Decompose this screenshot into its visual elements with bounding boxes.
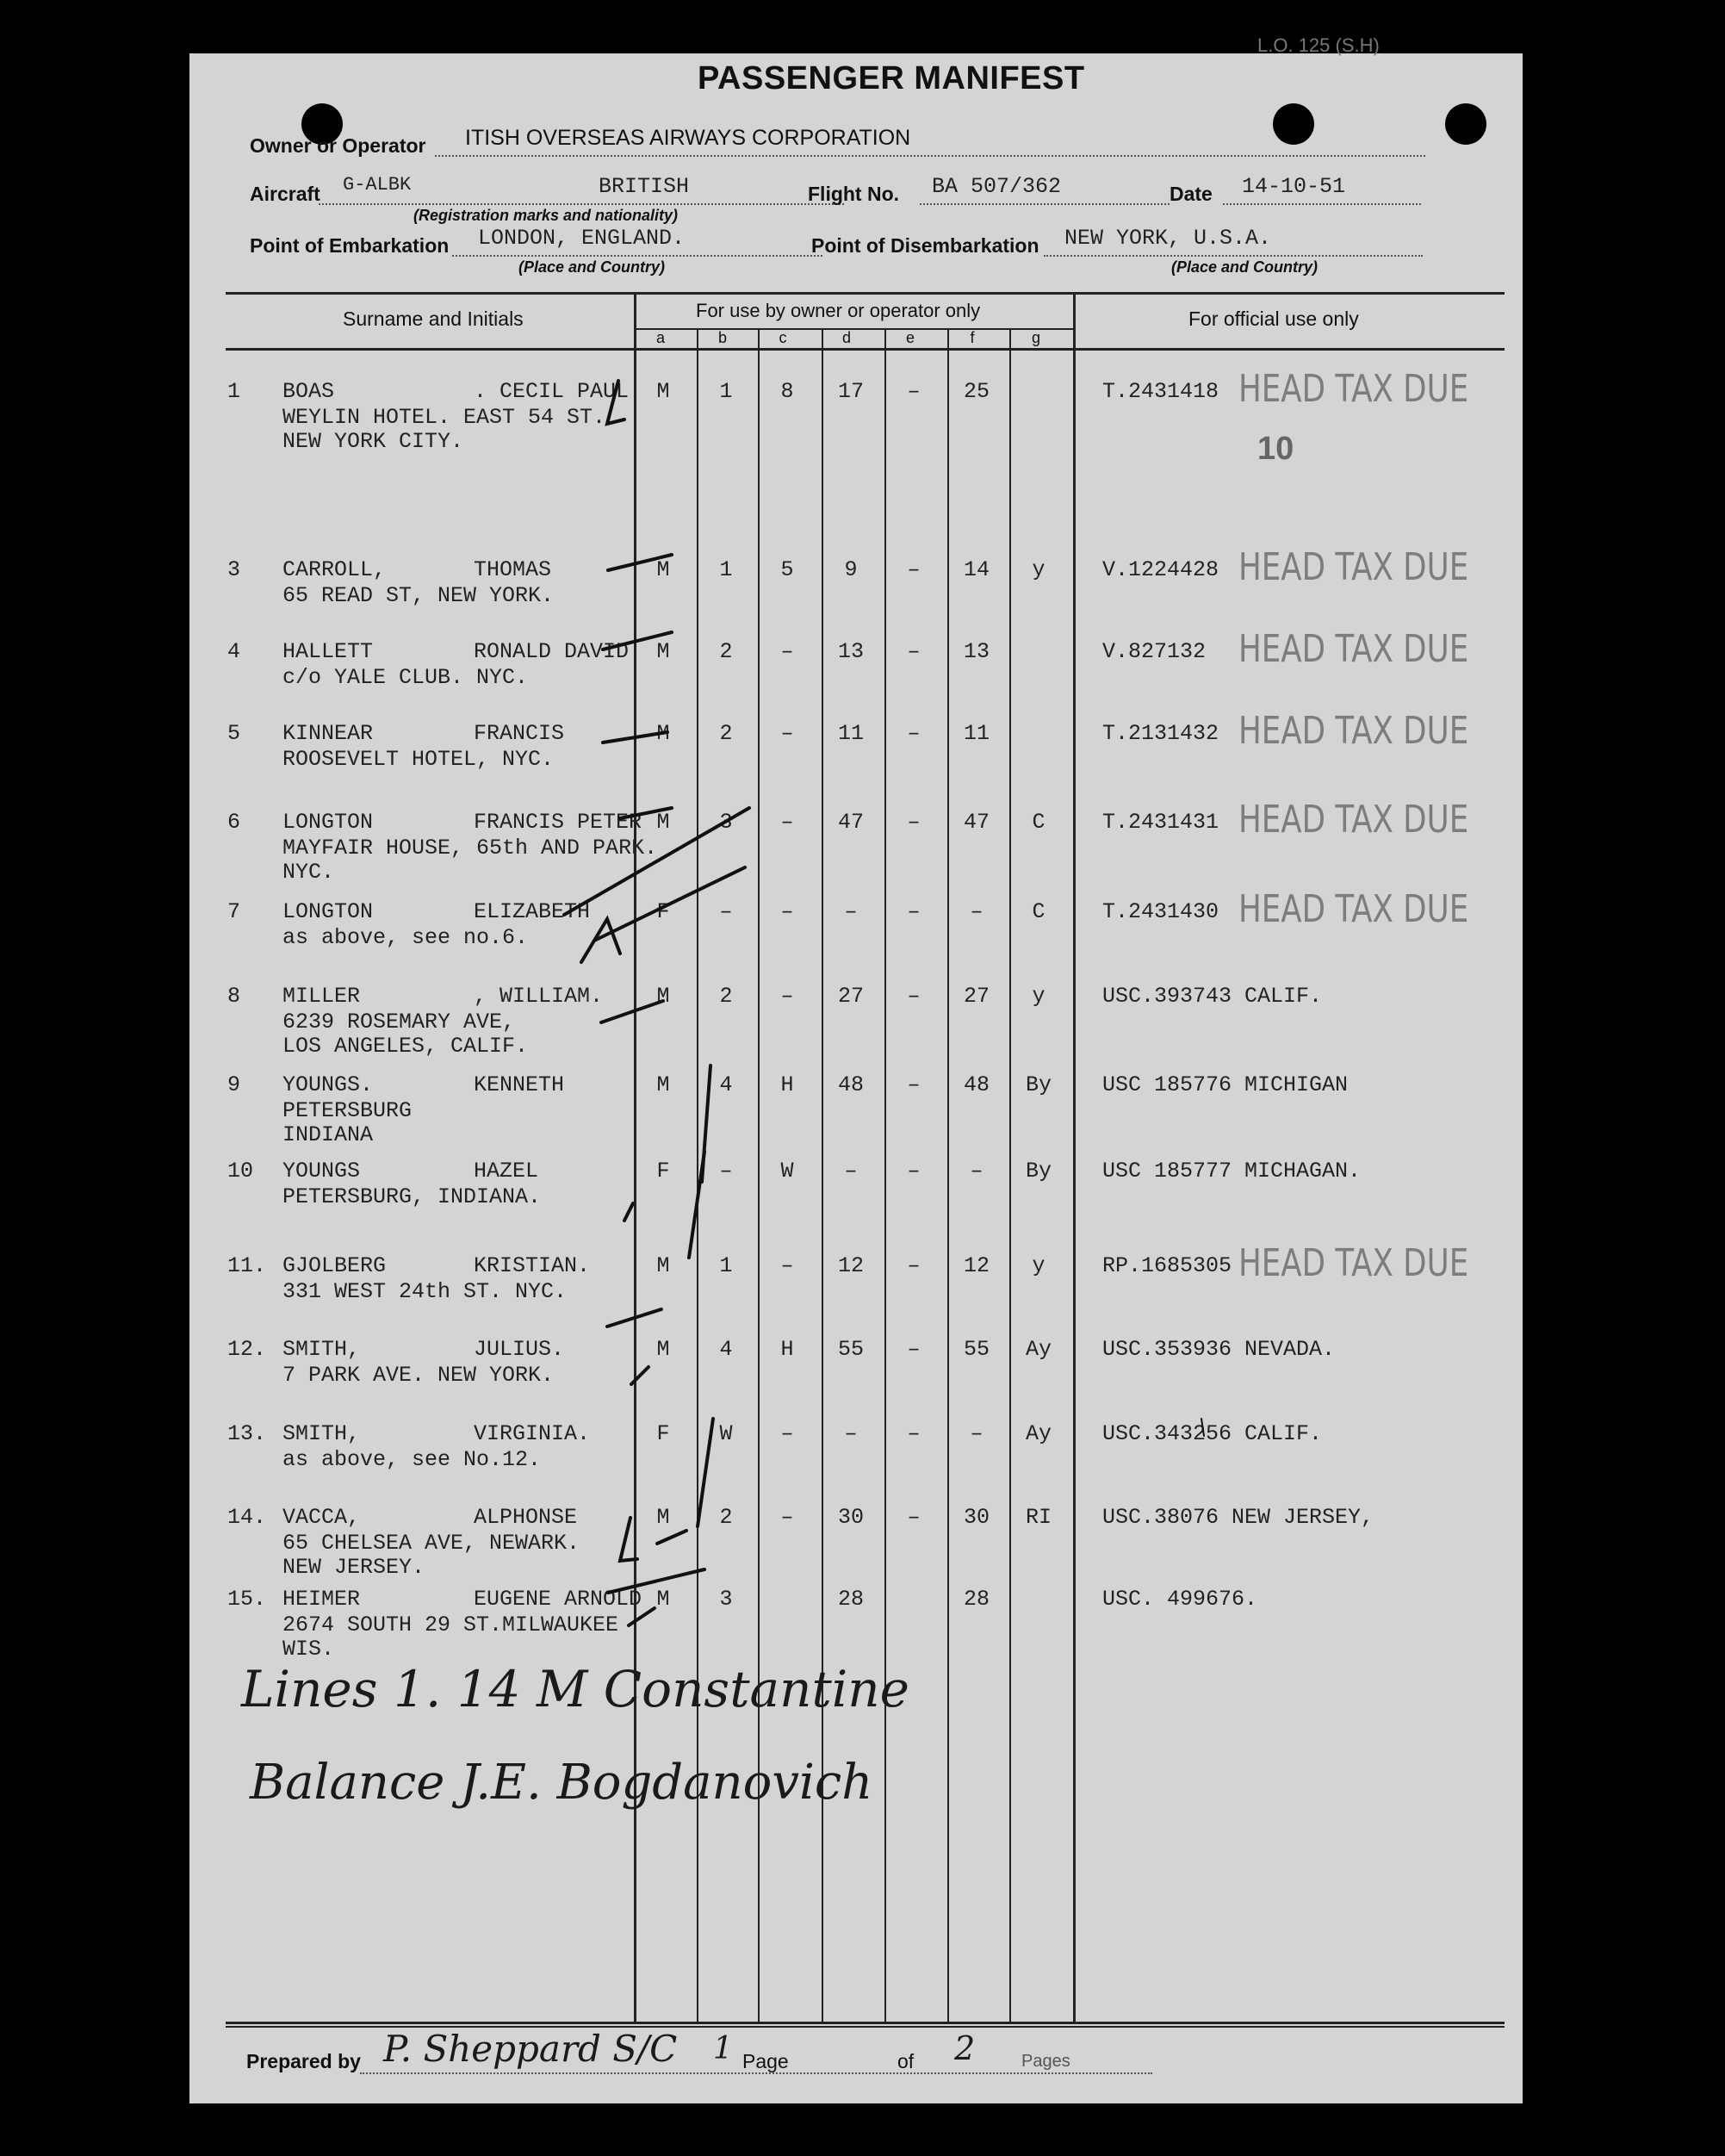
stamp-number: 10 (1257, 431, 1294, 467)
column-divider (1073, 292, 1076, 2022)
cell-c: – (780, 984, 794, 1009)
passenger-given-name: ELIZABETH (474, 899, 591, 924)
passenger-surname: HALLETT (282, 639, 374, 664)
cell-e: – (907, 984, 921, 1009)
passenger-address: NEW JERSEY. (282, 1555, 425, 1580)
table-header-border (226, 348, 1505, 351)
cell-c: – (780, 1253, 794, 1278)
passenger-given-name: JULIUS. (474, 1337, 565, 1362)
official-number: V.1224428 (1102, 557, 1219, 582)
passenger-number: 12. (227, 1337, 267, 1362)
passenger-number: 7 (227, 899, 241, 924)
cell-g: C (1032, 899, 1046, 924)
table-bottom-border (226, 2022, 1505, 2024)
cell-b: 2 (719, 721, 733, 746)
cell-e: – (907, 1072, 921, 1097)
passenger-address: 331 WEST 24th ST. NYC. (282, 1279, 568, 1304)
cell-a: M (656, 1337, 670, 1362)
passenger-address: INDIANA (282, 1122, 374, 1147)
cell-c: H (780, 1072, 794, 1097)
passenger-given-name: FRANCIS (474, 721, 565, 746)
cell-e: – (907, 379, 921, 404)
cell-a: M (656, 721, 670, 746)
official-number: USC 185776 MICHIGAN (1102, 1072, 1349, 1097)
cell-g: RI (1025, 1505, 1052, 1530)
passenger-surname: MILLER (282, 984, 361, 1009)
passenger-given-name: HAZEL (474, 1159, 539, 1184)
cell-g: C (1032, 810, 1046, 835)
cell-c: – (780, 639, 794, 664)
cell-f: 28 (963, 1587, 990, 1612)
column-letter: g (1031, 329, 1040, 346)
check-mark (624, 1203, 633, 1221)
cell-d: – (844, 899, 858, 924)
fill-line (435, 155, 1425, 157)
head-tax-stamp: HEAD TAX DUE (1238, 709, 1469, 753)
column-divider (884, 328, 886, 2022)
owner-value: ITISH OVERSEAS AIRWAYS CORPORATION (465, 126, 911, 150)
cell-b: – (719, 899, 733, 924)
passenger-address: 7 PARK AVE. NEW YORK. (282, 1363, 555, 1388)
cell-d: 48 (837, 1072, 864, 1097)
cell-d: 13 (837, 639, 864, 664)
cell-e: – (907, 639, 921, 664)
corner-note: L.O. 125 (S.H) (1257, 34, 1380, 56)
cell-b: 1 (719, 1253, 733, 1278)
cell-c: W (780, 1159, 794, 1184)
cell-a: M (656, 379, 670, 404)
column-letter: d (841, 329, 851, 346)
aircraft-label: Aircraft (250, 183, 320, 205)
cell-a: M (656, 984, 670, 1009)
cell-d: 12 (837, 1253, 864, 1278)
official-number: USC.393743 CALIF. (1102, 984, 1323, 1009)
cell-a: F (656, 1159, 670, 1184)
surname-column-header: Surname and Initials (343, 308, 524, 330)
cell-e: – (907, 810, 921, 835)
cell-f: 55 (963, 1337, 990, 1362)
cell-e: – (907, 1337, 921, 1362)
aircraft-registration: G-ALBK (343, 174, 412, 196)
cell-c: H (780, 1337, 794, 1362)
cell-c: 8 (780, 379, 794, 404)
punch-hole (1273, 103, 1314, 145)
cell-d: 9 (844, 557, 858, 582)
embarkation-label: Point of Embarkation (250, 234, 450, 257)
cell-a: M (656, 810, 670, 835)
cell-d: – (844, 1421, 858, 1446)
cell-e: – (907, 1159, 921, 1184)
cell-f: – (970, 899, 983, 924)
head-tax-stamp: HEAD TAX DUE (1238, 367, 1469, 411)
passenger-surname: LONGTON (282, 810, 374, 835)
passenger-surname: YOUNGS (282, 1159, 361, 1184)
cell-d: 27 (837, 984, 864, 1009)
official-number: T.2131432 (1102, 721, 1219, 746)
fill-line (1044, 255, 1423, 257)
passenger-number: 11. (227, 1253, 267, 1278)
cell-b: 4 (719, 1072, 733, 1097)
cell-a: M (656, 1587, 670, 1612)
passenger-surname: YOUNGS. (282, 1072, 374, 1097)
cell-f: 11 (963, 721, 990, 746)
page-title: PASSENGER MANIFEST (698, 60, 1085, 96)
passenger-surname: KINNEAR (282, 721, 374, 746)
cell-f: 14 (963, 557, 990, 582)
cell-b: 1 (719, 557, 733, 582)
head-tax-stamp: HEAD TAX DUE (1238, 545, 1469, 589)
prepared-by-label: Prepared by (246, 2050, 361, 2072)
passenger-address: ROOSEVELT HOTEL, NYC. (282, 747, 555, 772)
passenger-surname: SMITH, (282, 1421, 361, 1446)
passenger-given-name: , WILLIAM. (474, 984, 604, 1009)
cell-c: – (780, 1421, 794, 1446)
passenger-given-name: FRANCIS PETER (474, 810, 642, 835)
cell-d: 17 (837, 379, 864, 404)
official-number: T.2431418 (1102, 379, 1219, 404)
passenger-address: LOS ANGELES, CALIF. (282, 1034, 529, 1059)
passenger-given-name: THOMAS (474, 557, 552, 582)
cell-c: 5 (780, 557, 794, 582)
passenger-number: 5 (227, 721, 241, 746)
passenger-surname: CARROLL, (282, 557, 387, 582)
cell-g: y (1032, 1253, 1046, 1278)
cell-f: 27 (963, 984, 990, 1009)
cell-e: – (907, 899, 921, 924)
passenger-number: 15. (227, 1587, 267, 1612)
page-label: Page (742, 2050, 789, 2072)
cell-f: 13 (963, 639, 990, 664)
passenger-address: NEW YORK CITY. (282, 429, 464, 454)
cell-g: Ay (1025, 1421, 1052, 1446)
cell-b: 2 (719, 1505, 733, 1530)
passenger-surname: BOAS (282, 379, 335, 404)
passenger-given-name: RONALD DAVID (474, 639, 630, 664)
disembarkation-label: Point of Disembarkation (811, 234, 1039, 257)
aircraft-caption: (Registration marks and nationality) (413, 207, 679, 224)
cell-b: – (719, 1159, 733, 1184)
cell-f: 30 (963, 1505, 990, 1530)
disembarkation-caption: (Place and Country) (1171, 258, 1319, 276)
column-letter: e (905, 329, 915, 346)
official-number: USC 185777 MICHAGAN. (1102, 1159, 1362, 1184)
cell-a: F (656, 1421, 670, 1446)
passenger-address: 65 CHELSEA AVE, NEWARK. (282, 1531, 580, 1556)
passenger-number: 8 (227, 984, 241, 1009)
official-number: T.2431431 (1102, 810, 1219, 835)
cell-e: – (907, 1253, 921, 1278)
cell-d: 55 (837, 1337, 864, 1362)
column-letter: b (717, 329, 727, 346)
cell-b: 1 (719, 379, 733, 404)
cell-g: Ay (1025, 1337, 1052, 1362)
column-divider (947, 328, 949, 2022)
cell-b: 3 (719, 810, 733, 835)
head-tax-stamp: HEAD TAX DUE (1238, 1241, 1469, 1285)
passenger-address: as above, see no.6. (282, 925, 529, 950)
passenger-given-name: KENNETH (474, 1072, 565, 1097)
flight-number: BA 507/362 (932, 174, 1062, 199)
cell-c: – (780, 810, 794, 835)
cell-c: – (780, 1505, 794, 1530)
cell-f: 47 (963, 810, 990, 835)
embarkation-caption: (Place and Country) (518, 258, 666, 276)
passenger-number: 6 (227, 810, 241, 835)
cell-e: – (907, 1421, 921, 1446)
passenger-address: c/o YALE CLUB. NYC. (282, 665, 529, 690)
cell-d: 11 (837, 721, 864, 746)
cell-b: W (719, 1421, 733, 1446)
embarkation-value: LONDON, ENGLAND. (478, 226, 686, 251)
official-number: V.827132 (1102, 639, 1207, 664)
handwritten-note: Balance J.E. Bogdanovich (250, 1755, 873, 1811)
cell-g: By (1025, 1072, 1052, 1097)
cell-a: M (656, 1253, 670, 1278)
passenger-number: 3 (227, 557, 241, 582)
cell-a: F (656, 899, 670, 924)
cell-g: y (1032, 557, 1046, 582)
official-number: USC.343256 CALIF. (1102, 1421, 1323, 1446)
handwritten-note: Lines 1. 14 M Constantine (241, 1660, 909, 1718)
passenger-given-name: VIRGINIA. (474, 1421, 591, 1446)
cell-e: – (907, 721, 921, 746)
passenger-surname: LONGTON (282, 899, 374, 924)
flight-label: Flight No. (808, 183, 900, 205)
passenger-number: 10 (227, 1159, 254, 1184)
passenger-address: as above, see No.12. (282, 1447, 542, 1472)
column-letter: f (970, 329, 975, 346)
passenger-address: WEYLIN HOTEL. EAST 54 ST. (282, 405, 606, 430)
passenger-number: 13. (227, 1421, 267, 1446)
official-number: RP.1685305 (1102, 1253, 1232, 1278)
passenger-surname: SMITH, (282, 1337, 361, 1362)
cell-c: – (780, 721, 794, 746)
cell-f: 48 (963, 1072, 990, 1097)
cell-a: M (656, 639, 670, 664)
cell-b: 2 (719, 984, 733, 1009)
official-number: T.2431430 (1102, 899, 1219, 924)
passenger-address: NYC. (282, 860, 335, 885)
cell-e: – (907, 557, 921, 582)
manifest-document (189, 34, 1523, 2103)
head-tax-stamp: HEAD TAX DUE (1238, 798, 1469, 842)
passenger-given-name: . CECIL PAUL (474, 379, 630, 404)
cell-b: 4 (719, 1337, 733, 1362)
passenger-address: MAYFAIR HOUSE, 65th AND PARK. (282, 836, 658, 861)
cell-d: – (844, 1159, 858, 1184)
column-letter: c (779, 329, 787, 346)
cell-a: M (656, 1505, 670, 1530)
of-label: of (897, 2050, 915, 2072)
page-total: 2 (954, 2029, 976, 2067)
passenger-number: 9 (227, 1072, 241, 1097)
cell-e: – (907, 1505, 921, 1530)
passenger-number: 14. (227, 1505, 267, 1530)
cell-g: By (1025, 1159, 1052, 1184)
owner-use-header: For use by owner or operator only (696, 300, 981, 321)
passenger-address: 65 READ ST, NEW YORK. (282, 583, 555, 608)
cell-d: 47 (837, 810, 864, 835)
check-mark (657, 1531, 686, 1544)
passenger-given-name: ALPHONSE (474, 1505, 578, 1530)
cell-b: 3 (719, 1587, 733, 1612)
aircraft-nationality: BRITISH (599, 174, 690, 199)
passenger-address: PETERSBURG, INDIANA. (282, 1184, 542, 1209)
cell-f: – (970, 1159, 983, 1184)
passenger-given-name: EUGENE ARNOLD (474, 1587, 642, 1612)
official-number: USC. 499676. (1102, 1587, 1258, 1612)
cell-c: – (780, 899, 794, 924)
fill-line (1223, 203, 1421, 205)
cell-f: 25 (963, 379, 990, 404)
punch-hole (1445, 103, 1486, 145)
table-top-border (226, 292, 1505, 295)
passenger-address: WIS. (282, 1637, 335, 1662)
owner-label: Owner or Operator (250, 134, 426, 157)
column-divider (1009, 328, 1011, 2022)
fill-line (319, 203, 844, 205)
cell-f: 12 (963, 1253, 990, 1278)
check-mark (581, 919, 620, 962)
passenger-number: 1 (227, 379, 241, 404)
passenger-number: 4 (227, 639, 241, 664)
disembarkation-value: NEW YORK, U.S.A. (1064, 226, 1272, 251)
cell-a: M (656, 1072, 670, 1097)
fill-line (452, 255, 822, 257)
page-number: 1 (713, 2031, 733, 2066)
date-label: Date (1170, 183, 1213, 205)
passenger-surname: GJOLBERG (282, 1253, 387, 1278)
official-number: USC.353936 NEVADA. (1102, 1337, 1336, 1362)
passenger-address: PETERSBURG (282, 1098, 413, 1123)
passenger-given-name: KRISTIAN. (474, 1253, 591, 1278)
cell-b: 2 (719, 639, 733, 664)
passenger-address: 2674 SOUTH 29 ST.MILWAUKEE (282, 1612, 619, 1637)
fill-line (920, 203, 1170, 205)
pages-label: Pages (1021, 2052, 1070, 2071)
cell-f: – (970, 1421, 983, 1446)
passenger-surname: VACCA, (282, 1505, 361, 1530)
prepared-by-value: P. Sheppard S/C (383, 2028, 678, 2070)
official-use-header: For official use only (1188, 308, 1359, 330)
cell-g: y (1032, 984, 1046, 1009)
head-tax-stamp: HEAD TAX DUE (1238, 627, 1469, 671)
passenger-address: 6239 ROSEMARY AVE, (282, 1010, 516, 1035)
official-number: USC.38076 NEW JERSEY, (1102, 1505, 1374, 1530)
cell-d: 30 (837, 1505, 864, 1530)
cell-d: 28 (837, 1587, 864, 1612)
column-letter: a (655, 329, 665, 346)
cell-a: M (656, 557, 670, 582)
passenger-surname: HEIMER (282, 1587, 361, 1612)
head-tax-stamp: HEAD TAX DUE (1238, 887, 1469, 931)
flight-date: 14-10-51 (1242, 174, 1346, 199)
